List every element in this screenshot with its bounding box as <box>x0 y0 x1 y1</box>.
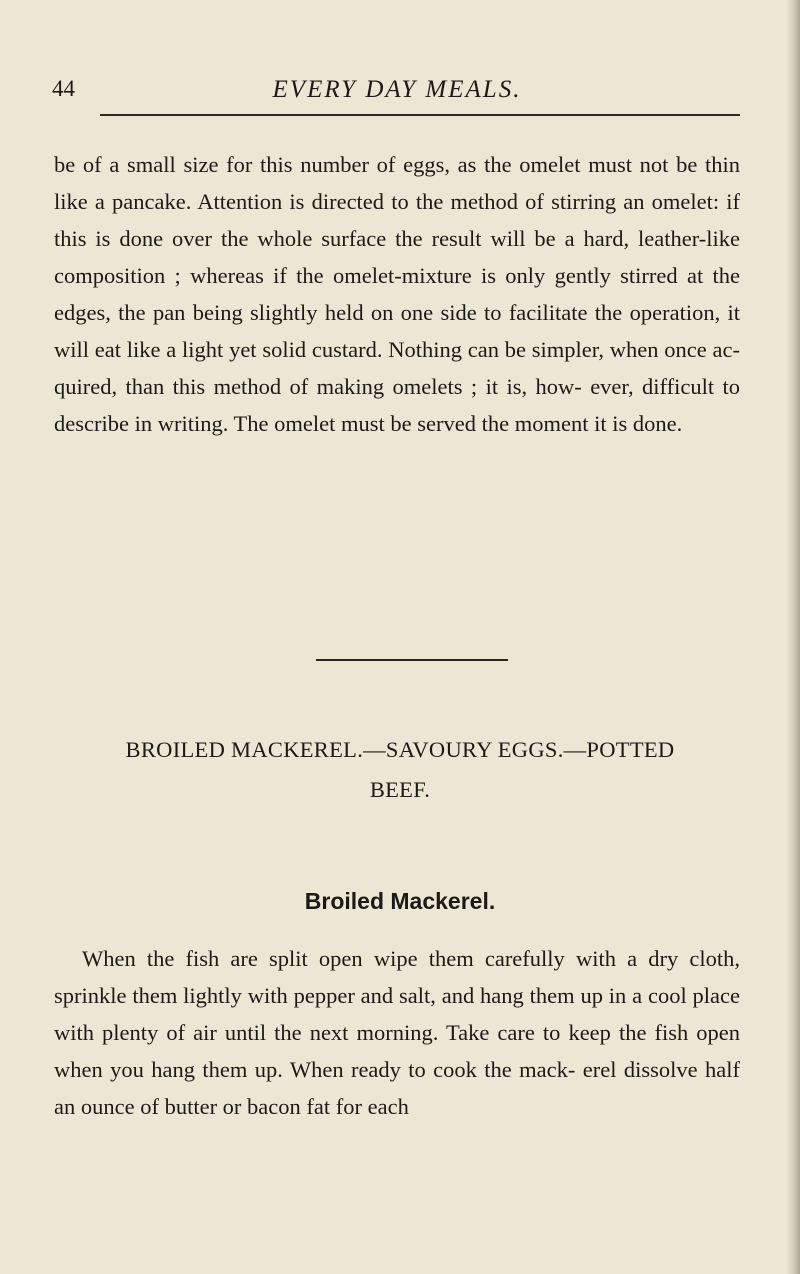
text-line: When the fish are split open wipe them carefully with <box>82 946 616 971</box>
text-line: and hang them up in a cool place with plenty of air until <box>54 983 740 1045</box>
text-line: the whole surface the result will be a hard, leather-like <box>220 226 741 251</box>
paragraph-mackerel <box>54 940 740 1125</box>
page-edge-shadow <box>786 0 800 1274</box>
text-line: be of a small size for this number of eggs, as the omelet <box>54 152 581 177</box>
text-line: ever, difficult to describe in writing. The omelet must be <box>54 374 741 436</box>
recipe-title: Broiled Mackerel. <box>304 888 496 914</box>
text-line: erel dissolve half an ounce of butter or bacon fat for each <box>54 1057 741 1119</box>
running-title: EVERY DAY MEALS. <box>272 76 522 103</box>
text-line: the next morning. Take care to keep the fish open <box>274 1020 740 1045</box>
text-line: solid custard. Nothing can be simpler, when once ac- <box>262 337 740 362</box>
text-line: a dry cloth, sprinkle them lightly with pepper and salt, <box>54 946 741 1008</box>
text-line: side to facilitate the operation, it will eat like a light yet <box>54 300 740 362</box>
section-heading-line: BROILED MACKEREL.—SAVOURY EGGS.—POTTED <box>125 737 675 762</box>
paragraph-omelet <box>54 146 740 442</box>
text-line: when you hang them up. When ready to cook the mack- <box>54 1057 576 1082</box>
header-rule <box>100 114 740 116</box>
section-heading <box>60 730 740 810</box>
running-head <box>52 76 742 110</box>
text-line: must not be thin like a pancake. Attention is directed <box>54 152 740 214</box>
text-line: quired, than this method of making omelets ; it is, how- <box>54 374 582 399</box>
text-line: to the method of stirring an omelet: if this is done over <box>54 189 740 251</box>
text-line: composition ; whereas if the omelet-mixture is only gently <box>54 263 611 288</box>
page-number: 44 <box>52 76 75 101</box>
text-line: stirred at the edges, the pan being slightly held on one <box>54 263 740 325</box>
text-line: served the moment it is done. <box>417 411 683 436</box>
section-heading-line: BEEF. <box>369 777 431 802</box>
section-divider <box>316 659 508 661</box>
